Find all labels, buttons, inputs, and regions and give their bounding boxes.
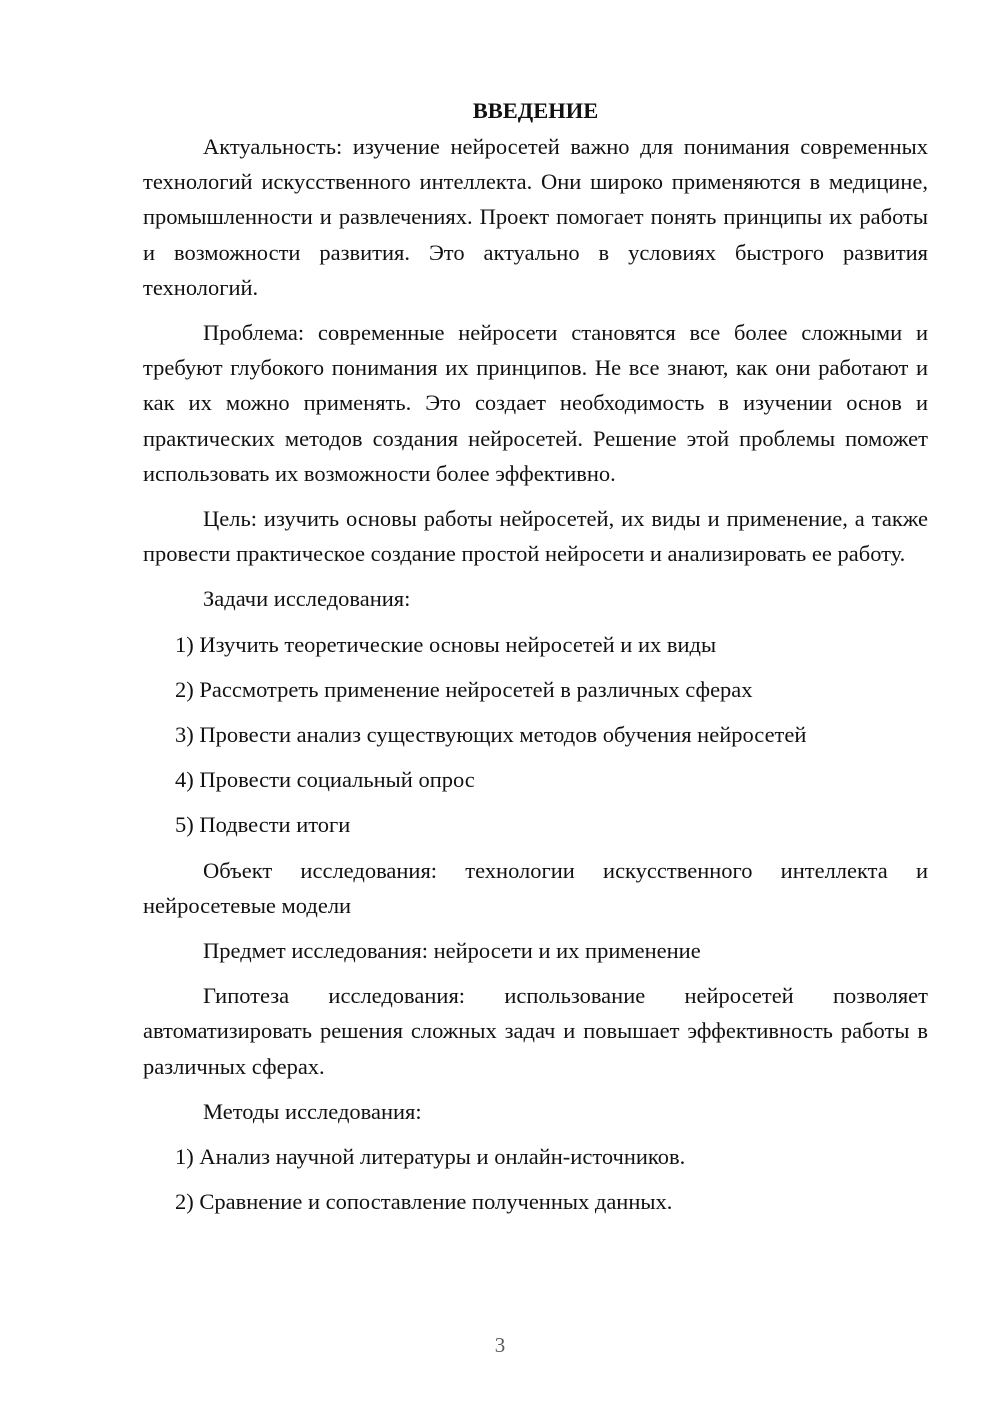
task-item-2: 2) Рассмотреть применение нейросетей в различных сферах [175, 676, 753, 702]
task-item-4: 4) Провести социальный опрос [175, 767, 475, 793]
task-item-3: 3) Провести анализ существующих методов обучения нейросетей [175, 722, 807, 748]
method-item-1: 1) Анализ научной литературы и онлайн-источников. [175, 1144, 686, 1170]
paragraph-goal: Цель: изучить основы работы нейросетей, их виды и применение, а также провести практическое создание простой нейросети и анализировать ее работу. [143, 506, 928, 567]
paragraph-relevance: Актуальность: изучение нейросетей важно для понимания современных технологий искусственного интеллекта. Они широко применяются в медицине, промышленности и развлечениях. Проект помогает понять принципы их работы и возможности развития. Это актуально в условиях быстрого развития технологий. [143, 134, 928, 300]
page-content [143, 96, 928, 1229]
tasks-list [143, 627, 928, 843]
paragraph-subject: Предмет исследования: нейросети и их применение [203, 938, 701, 964]
task-item-1: 1) Изучить теоретические основы нейросетей и их виды [175, 631, 717, 657]
page-number: 3 [494, 1333, 506, 1357]
task-item-5: 5) Подвести итоги [175, 812, 351, 838]
methods-list [143, 1139, 928, 1219]
paragraph-problem: Проблема: современные нейросети становятся все более сложными и требуют глубокого понимания их принципов. Не все знают, как они работают и как их можно применять. Это создает необходимость в изучении основ и практических методов создания нейросетей. Решение этой проблемы поможет использовать их возможности более эффективно. [143, 320, 928, 486]
paragraph-hypothesis: Гипотеза исследования: использование нейросетей позволяет автоматизировать решения сложных задач и повышает эффективность работы в различных сферах. [143, 983, 928, 1079]
methods-heading: Методы исследования: [203, 1098, 422, 1124]
tasks-heading: Задачи исследования: [203, 586, 411, 612]
paragraph-object: Объект исследования: технологии искусственного интеллекта и нейросетевые модели [143, 857, 928, 918]
method-item-2: 2) Сравнение и сопоставление полученных данных. [175, 1189, 673, 1215]
section-title: ВВЕДЕНИЕ [472, 98, 599, 123]
